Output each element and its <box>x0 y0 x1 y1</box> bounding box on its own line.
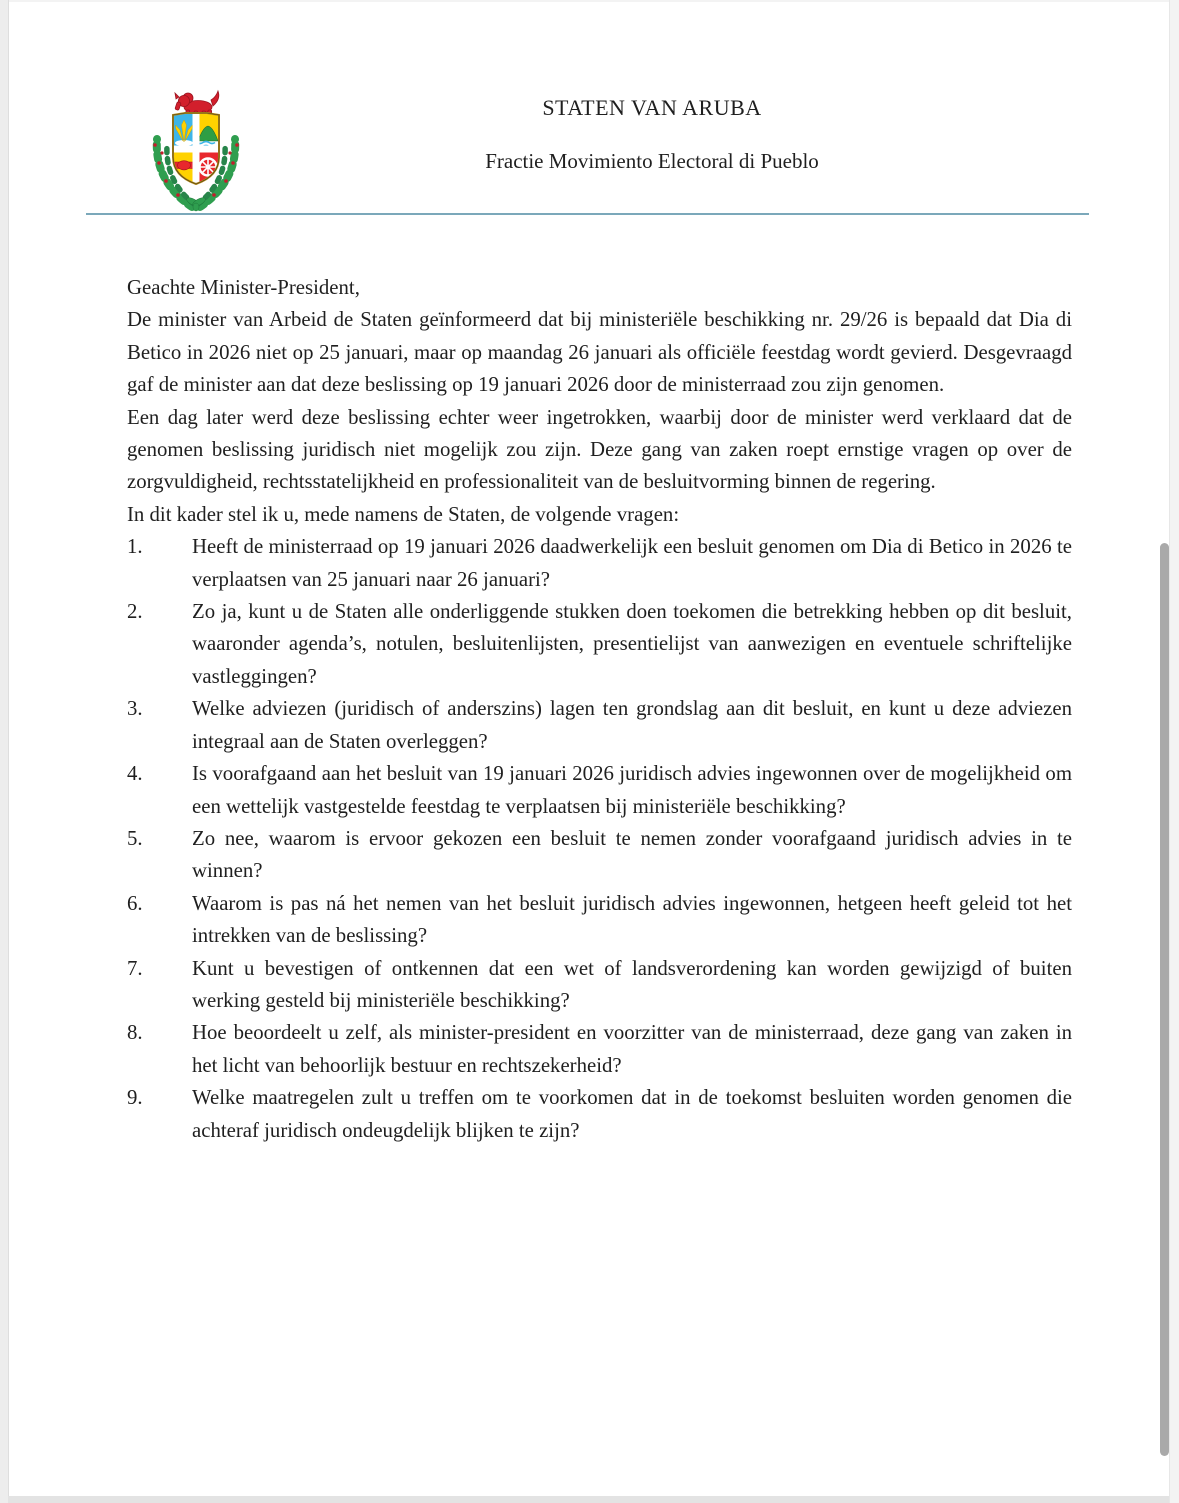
question-text: Hoe beoordeelt u zelf, als minister-president en voorzitter van de ministerraad, deze gang van zaken in het licht van behoorlijk bestuur en rechtszekerheid? <box>192 1021 1072 1077</box>
viewer-left-edge <box>0 0 9 1503</box>
letter-body <box>127 272 1072 1147</box>
question-text: Waarom is pas ná het nemen van het besluit juridisch advies ingewonnen, hetgeen heeft geleid tot het intrekken van de beslissing? <box>192 891 1072 948</box>
question-number: 7. <box>127 956 143 980</box>
question-number: 2. <box>127 600 143 624</box>
viewer-bottom-edge <box>8 1496 1179 1503</box>
question-item <box>127 531 1072 596</box>
question-number: 8. <box>127 1021 143 1045</box>
question-number: 9. <box>127 1086 143 1110</box>
question-number: 6. <box>127 891 143 915</box>
questions-list <box>127 531 1072 1147</box>
scrollbar-thumb[interactable] <box>1160 543 1169 1456</box>
question-text: Is voorafgaand aan het besluit van 19 januari 2026 juridisch advies ingewonnen over de mogelijkheid om een wettelijk vastgestelde feestdag te verplaatsen bij ministeriële beschikking? <box>192 762 1072 818</box>
question-item <box>127 693 1072 758</box>
paragraph-intro: In dit kader stel ik u, mede namens de Staten, de volgende vragen: <box>127 502 680 526</box>
question-text: Welke adviezen (juridisch of anderszins) lagen ten grondslag aan dit besluit, en kunt u deze adviezen integraal aan de Staten overleggen? <box>192 697 1072 753</box>
letterhead <box>0 0 1179 216</box>
organization-title: STATEN VAN ARUBA <box>542 95 762 120</box>
question-number: 1. <box>127 535 143 559</box>
viewer-top-edge <box>0 0 1179 2</box>
paragraph: De minister van Arbeid de Staten geïnformeerd dat bij ministeriële beschikking nr. 29/26 is bepaald dat Dia di Betico in 2026 niet op 25 januari, maar op maandag 26 januari als officiële feestdag wordt gevierd. Desgevraagd gaf de minister aan dat deze beslissing op 19 januari 2026 door de ministerraad zou zijn genomen. <box>127 308 1072 397</box>
question-item <box>127 1017 1072 1082</box>
fraction-subtitle: Fractie Movimiento Electoral di Pueblo <box>485 149 819 173</box>
salutation: Geachte Minister-President, <box>127 276 360 299</box>
question-number: 4. <box>127 762 143 786</box>
question-item <box>127 953 1072 1018</box>
letterhead-text <box>0 95 1179 174</box>
question-item <box>127 758 1072 823</box>
question-text: Welke maatregelen zult u treffen om te voorkomen dat in de toekomst besluiten worden genomen die achteraf juridisch ondeugdelijk blijken te zijn? <box>192 1086 1072 1142</box>
question-text: Heeft de ministerraad op 19 januari 2026 daadwerkelijk een besluit genomen om Dia di Betico in 2026 te verplaatsen van 25 januari naar 26 januari? <box>192 535 1072 591</box>
header-divider <box>86 213 1089 215</box>
scrollbar-track[interactable] <box>1169 0 1179 1503</box>
question-text: Zo nee, waarom is ervoor gekozen een besluit te nemen zonder voorafgaand juridisch advies in te winnen? <box>192 826 1072 883</box>
question-item <box>127 823 1072 888</box>
paragraph: Een dag later werd deze beslissing echter weer ingetrokken, waarbij door de minister werd verklaard dat de genomen beslissing juridisch niet mogelijk zou zijn. Deze gang van zaken roept ernstige vragen op over de zorgvuldigheid, rechtsstatelijkheid en professionaliteit van de besluitvorming binnen de regering. <box>127 405 1072 494</box>
question-item <box>127 1082 1072 1147</box>
question-item <box>127 888 1072 953</box>
question-item <box>127 596 1072 693</box>
question-number: 5. <box>127 826 143 850</box>
question-number: 3. <box>127 697 143 721</box>
question-text: Zo ja, kunt u de Staten alle onderliggende stukken doen toekomen die betrekking hebben op dit besluit, waaronder agenda’s, notulen, besluitenlijsten, presentielijst van aanwezigen en eventuele schriftelijke vastleggingen? <box>192 600 1072 688</box>
question-text: Kunt u bevestigen of ontkennen dat een wet of landsverordening kan worden gewijzigd of buiten werking gesteld bij ministeriële beschikking? <box>192 956 1072 1012</box>
